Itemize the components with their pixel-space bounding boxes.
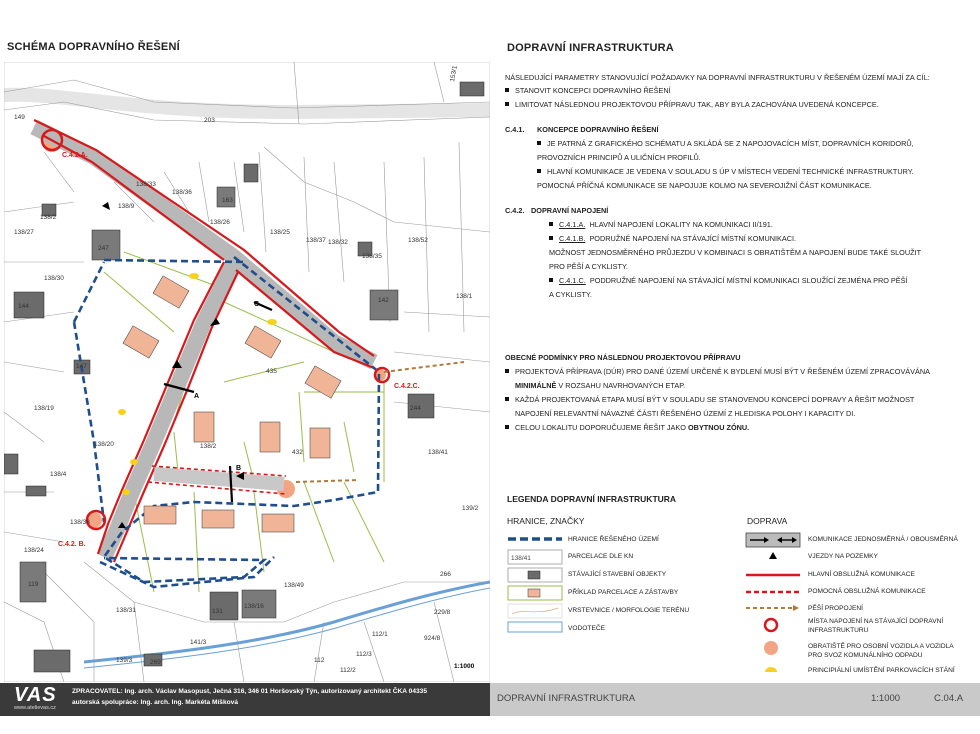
general-p3: CELOU LOKALITU DOPORUČUJEME ŘEŠIT JAKO OBYTNOU ZÓNU. [505, 423, 749, 432]
studio-web: www.atelievas.cz [14, 705, 56, 711]
parcel-number: 138/20 [94, 441, 114, 448]
parcel-number: 138/19 [34, 405, 54, 412]
legend-connection-points: MÍSTA NAPOJENÍ NA STÁVAJÍCÍ DOPRAVNÍ [808, 618, 944, 625]
map-scale-note: 1:1000 [454, 663, 475, 670]
legend-contours: VRSTEVNICE / MORFOLOGIE TERÉNU [568, 607, 690, 614]
studio-logo: VAS [14, 684, 57, 706]
intro-lead: NÁSLEDUJÍCÍ PARAMETRY STANOVUJÍCÍ POŽADAVKY NA DOPRAVNÍ INFRASTRUKTURU V ŘEŠENÉM ÚZEMÍ MAJÍ ZA CÍL: [505, 73, 930, 82]
parcel-number: 138/41 [428, 449, 448, 456]
parcel-number: 203 [204, 117, 215, 124]
parcel-number: 119 [28, 581, 39, 588]
svg-text:C: C [254, 301, 260, 308]
parcel-number: 138/9 [118, 203, 135, 210]
parcel-number: 153/1 [449, 65, 459, 83]
c41-number: C.4.1. [505, 125, 525, 134]
general-heading: OBECNÉ PODMÍNKY PRO NÁSLEDNOU PROJEKTOVOU PŘÍPRAVU [505, 353, 741, 362]
parcel-number: 147 [76, 363, 87, 370]
legend-col2-title: DOPRAVA [747, 516, 788, 526]
svg-text:C.4.2.A.: C.4.2.A. [62, 152, 88, 159]
c41-bullet-1-cont: PROVOZNÍCH PRINCIPŮ A ULIČNÍCH PROFILŮ. [537, 153, 701, 162]
legend-turnaround: OBRATIŠTĚ PRO OSOBNÍ VOZIDLA A VOZIDLA [808, 643, 954, 650]
parcel-number: 112 [314, 657, 325, 664]
intro-bullet-1: STANOVIT KONCEPCI DOPRAVNÍHO ŘEŠENÍ [505, 86, 671, 95]
legend-parcels-kn: PARCELACE DLE KN [568, 553, 634, 560]
svg-text:C.4.2. B.: C.4.2. B. [58, 541, 86, 548]
c42-number: C.4.2. [505, 206, 525, 215]
general-p1: PROJEKTOVÁ PŘÍPRAVA (DÚR) PRO DANÉ ÚZEMÍ URČENÉ K BYDLENÍ MUSÍ BÝT V ŘEŠENÉM ÚZEMÍ ZPRACOVÁVÁNA [505, 367, 930, 376]
parcel-number: 138/31 [116, 607, 136, 614]
parcel-number: 138/35 [362, 253, 382, 260]
footer-scale: 1:1000 [871, 693, 901, 704]
footer [0, 683, 980, 716]
legend-col1-title: HRANICE, ZNAČKY [507, 516, 585, 526]
parcel-number: 266 [440, 571, 451, 578]
coauthor-line: autorská spolupráce: Ing. arch. Ing. Markéta Míšková [72, 699, 238, 706]
c41-heading: KONCEPCE DOPRAVNÍHO ŘEŠENÍ [537, 125, 659, 134]
parcel-number: 144 [18, 303, 29, 310]
parcel-number: 432 [292, 449, 303, 456]
parcel-number: 138/32 [328, 239, 348, 246]
legend-main-road: HLAVNÍ OBSLUŽNÁ KOMUNIKACE [808, 571, 915, 578]
general-p2-cont: NAPOJENÍ RELEVANTNÍ NÁVAZNÉ ČÁSTI ŘEŠENÉHO ÚZEMÍ Z HLEDISKA POLOHY I KAPACITY DI. [515, 409, 856, 418]
parcel-number: 138/30 [44, 275, 64, 282]
general-p2: KAŽDÁ PROJEKTOVANÁ ETAPA MUSÍ BÝT V SOULADU SE STANOVENOU KONCEPCÍ DOPRAVY A ŘEŠIT MOŽNOST [505, 395, 914, 404]
c42-item-a: C.4.1.A. HLAVNÍ NAPOJENÍ LOKALITY NA KOMUNIKACI II/191. [549, 220, 773, 229]
c41-bullet-2-cont: POMOCNÁ PŘÍČNÁ KOMUNIKACE SE NAPOJUJE KOLMO NA SEVEROJIŽNÍ ČÁST KOMUNIKACE. [537, 181, 872, 190]
legend-one-two-way: KOMUNIKACE JEDNOSMĚRNÁ / OBOUSMĚRNÁ [808, 536, 958, 543]
parcel-number: 139/2 [462, 505, 479, 512]
parcel-number: 138/37 [306, 237, 326, 244]
parcel-number: 924/8 [424, 635, 441, 642]
svg-text:138/41: 138/41 [511, 555, 531, 562]
legend-col2-symbols [745, 531, 805, 677]
svg-text:B: B [236, 465, 242, 472]
legend-watercourses: VODOTEČE [568, 625, 606, 632]
parcel-number: 142 [378, 297, 389, 304]
svg-text:C.4.2.C.: C.4.2.C. [394, 383, 420, 390]
legend-existing-buildings: STÁVAJÍCÍ STAVEBNÍ OBJEKTY [568, 571, 667, 578]
parcel-number: 138/27 [14, 229, 34, 236]
panel-title: DOPRAVNÍ INFRASTRUKTURA [507, 42, 674, 54]
parcel-number: 138/2 [40, 214, 57, 221]
parcel-number: 131 [212, 608, 223, 615]
legend-plot-entries: VJEZDY NA POZEMKY [808, 553, 878, 560]
map-title: SCHÉMA DOPRAVNÍHO ŘEŠENÍ [7, 41, 180, 53]
parcel-number: 138/33 [136, 181, 156, 188]
c42-item-b-cont2: PRO PĚŠÍ A CYKLISTY. [549, 262, 628, 271]
parcel-number: 138/49 [284, 582, 304, 589]
parcel-number: 163 [222, 197, 233, 204]
intro-bullet-2: LIMITOVAT NÁSLEDNOU PROJEKTOVOU PŘÍPRAVU TAK, ABY BYLA ZACHOVÁNA UVEDENÁ KONCEPCE. [505, 100, 879, 109]
traffic-scheme-map [4, 62, 490, 682]
legend-parking: PRINCIPIÁLNÍ UMÍSTĚNÍ PARKOVACÍCH STÁNÍ [808, 667, 955, 674]
parcel-number: 138/52 [408, 237, 428, 244]
footer-title: DOPRAVNÍ INFRASTRUKTURA [497, 693, 636, 704]
legend-connection-points-cont: INFRASTRUKTURU [808, 627, 869, 634]
legend-example-parcellation: PŘÍKLAD PARCELACE A ZÁSTAVBY [568, 589, 679, 596]
legend-turnaround-cont: PRO SVOZ KOMUNÁLNÍHO ODPADU [808, 652, 923, 659]
parcel-number: 247 [98, 245, 109, 252]
secondary-road [154, 474, 284, 484]
c42-item-c: C.4.1.C. PODDRUŽNÉ NAPOJENÍ NA STÁVAJÍCÍ MÍSTNÍ KOMUNIKACI SLOUŽÍCÍ ZEJMÉNA PRO PĚŠÍ [549, 276, 908, 285]
footer-drawing-code: C.04.A [934, 693, 964, 704]
parcel-number: 112/2 [340, 667, 356, 674]
parcel-number: 138/4 [50, 471, 67, 478]
parcel-number: 244 [410, 405, 421, 412]
parcel-number: 138/2 [200, 443, 217, 450]
parcel-number: 138/36 [172, 189, 192, 196]
general-p1-cont: MINIMÁLNĚ V ROZSAHU NAVRHOVANÝCH ETAP. [515, 381, 686, 390]
svg-text:A: A [194, 393, 200, 400]
parcel-number: 112/1 [372, 631, 388, 638]
legend-secondary-road: POMOCNÁ OBSLUŽNÁ KOMUNIKACE [808, 588, 926, 595]
c42-heading: DOPRAVNÍ NAPOJENÍ [531, 206, 609, 215]
c42-item-b-cont1: MOŽNOST JEDNOSMĚRNÉHO PRŮJEZDU V KOMBINACI S OBRATIŠTĚM A NAPOJENÍ BUDE TAKÉ SLOUŽIT [549, 248, 922, 257]
parcel-number: 435 [266, 368, 277, 375]
parcel-number: 269 [150, 659, 161, 666]
c42-item-b: C.4.1.B. PODRUŽNÉ NAPOJENÍ NA STÁVAJÍCÍ MÍSTNÍ KOMUNIKACI. [549, 234, 796, 243]
author-line: ZPRACOVATEL: Ing. arch. Václav Masopust, Ječná 316, 346 01 Horšovský Týn, autorizovaný architekt ČKA 04335 [72, 688, 427, 695]
parcel-number: 149 [14, 114, 25, 121]
parcel-number: 138/38 [70, 519, 90, 526]
c41-bullet-1: JE PATRNÁ Z GRAFICKÉHO SCHÉMATU A SKLÁDÁ SE Z NAPOJOVACÍCH MÍST, DOPRAVNÍCH KORIDORŮ, [537, 139, 914, 148]
legend-col1-symbols [506, 532, 566, 636]
legend-title: LEGENDA DOPRAVNÍ INFRASTRUKTURA [507, 494, 677, 504]
parcel-number: 141/3 [190, 639, 207, 646]
c42-item-c-cont: A CYKLISTY. [549, 290, 592, 299]
parcel-number: 138/25 [270, 229, 290, 236]
legend-boundary: HRANICE ŘEŠENÉHO ÚZEMÍ [568, 536, 659, 543]
parcel-number: 139/3 [116, 657, 133, 664]
parcel-number: 112/3 [356, 651, 372, 658]
parcel-number: 138/16 [244, 603, 264, 610]
c41-bullet-2: HLAVNÍ KOMUNIKACE JE VEDENA V SOULADU S ÚP V MÍSTECH VEDENÍ TECHNICKÉ INFRASTRUKTURY. [537, 167, 914, 176]
legend-footpath: PĚŠÍ PROPOJENÍ [808, 605, 863, 612]
parcel-number: 138/26 [210, 219, 230, 226]
parcel-number: 138/1 [456, 293, 473, 300]
parcel-number: 229/8 [434, 609, 451, 616]
parcel-number: 138/24 [24, 547, 44, 554]
